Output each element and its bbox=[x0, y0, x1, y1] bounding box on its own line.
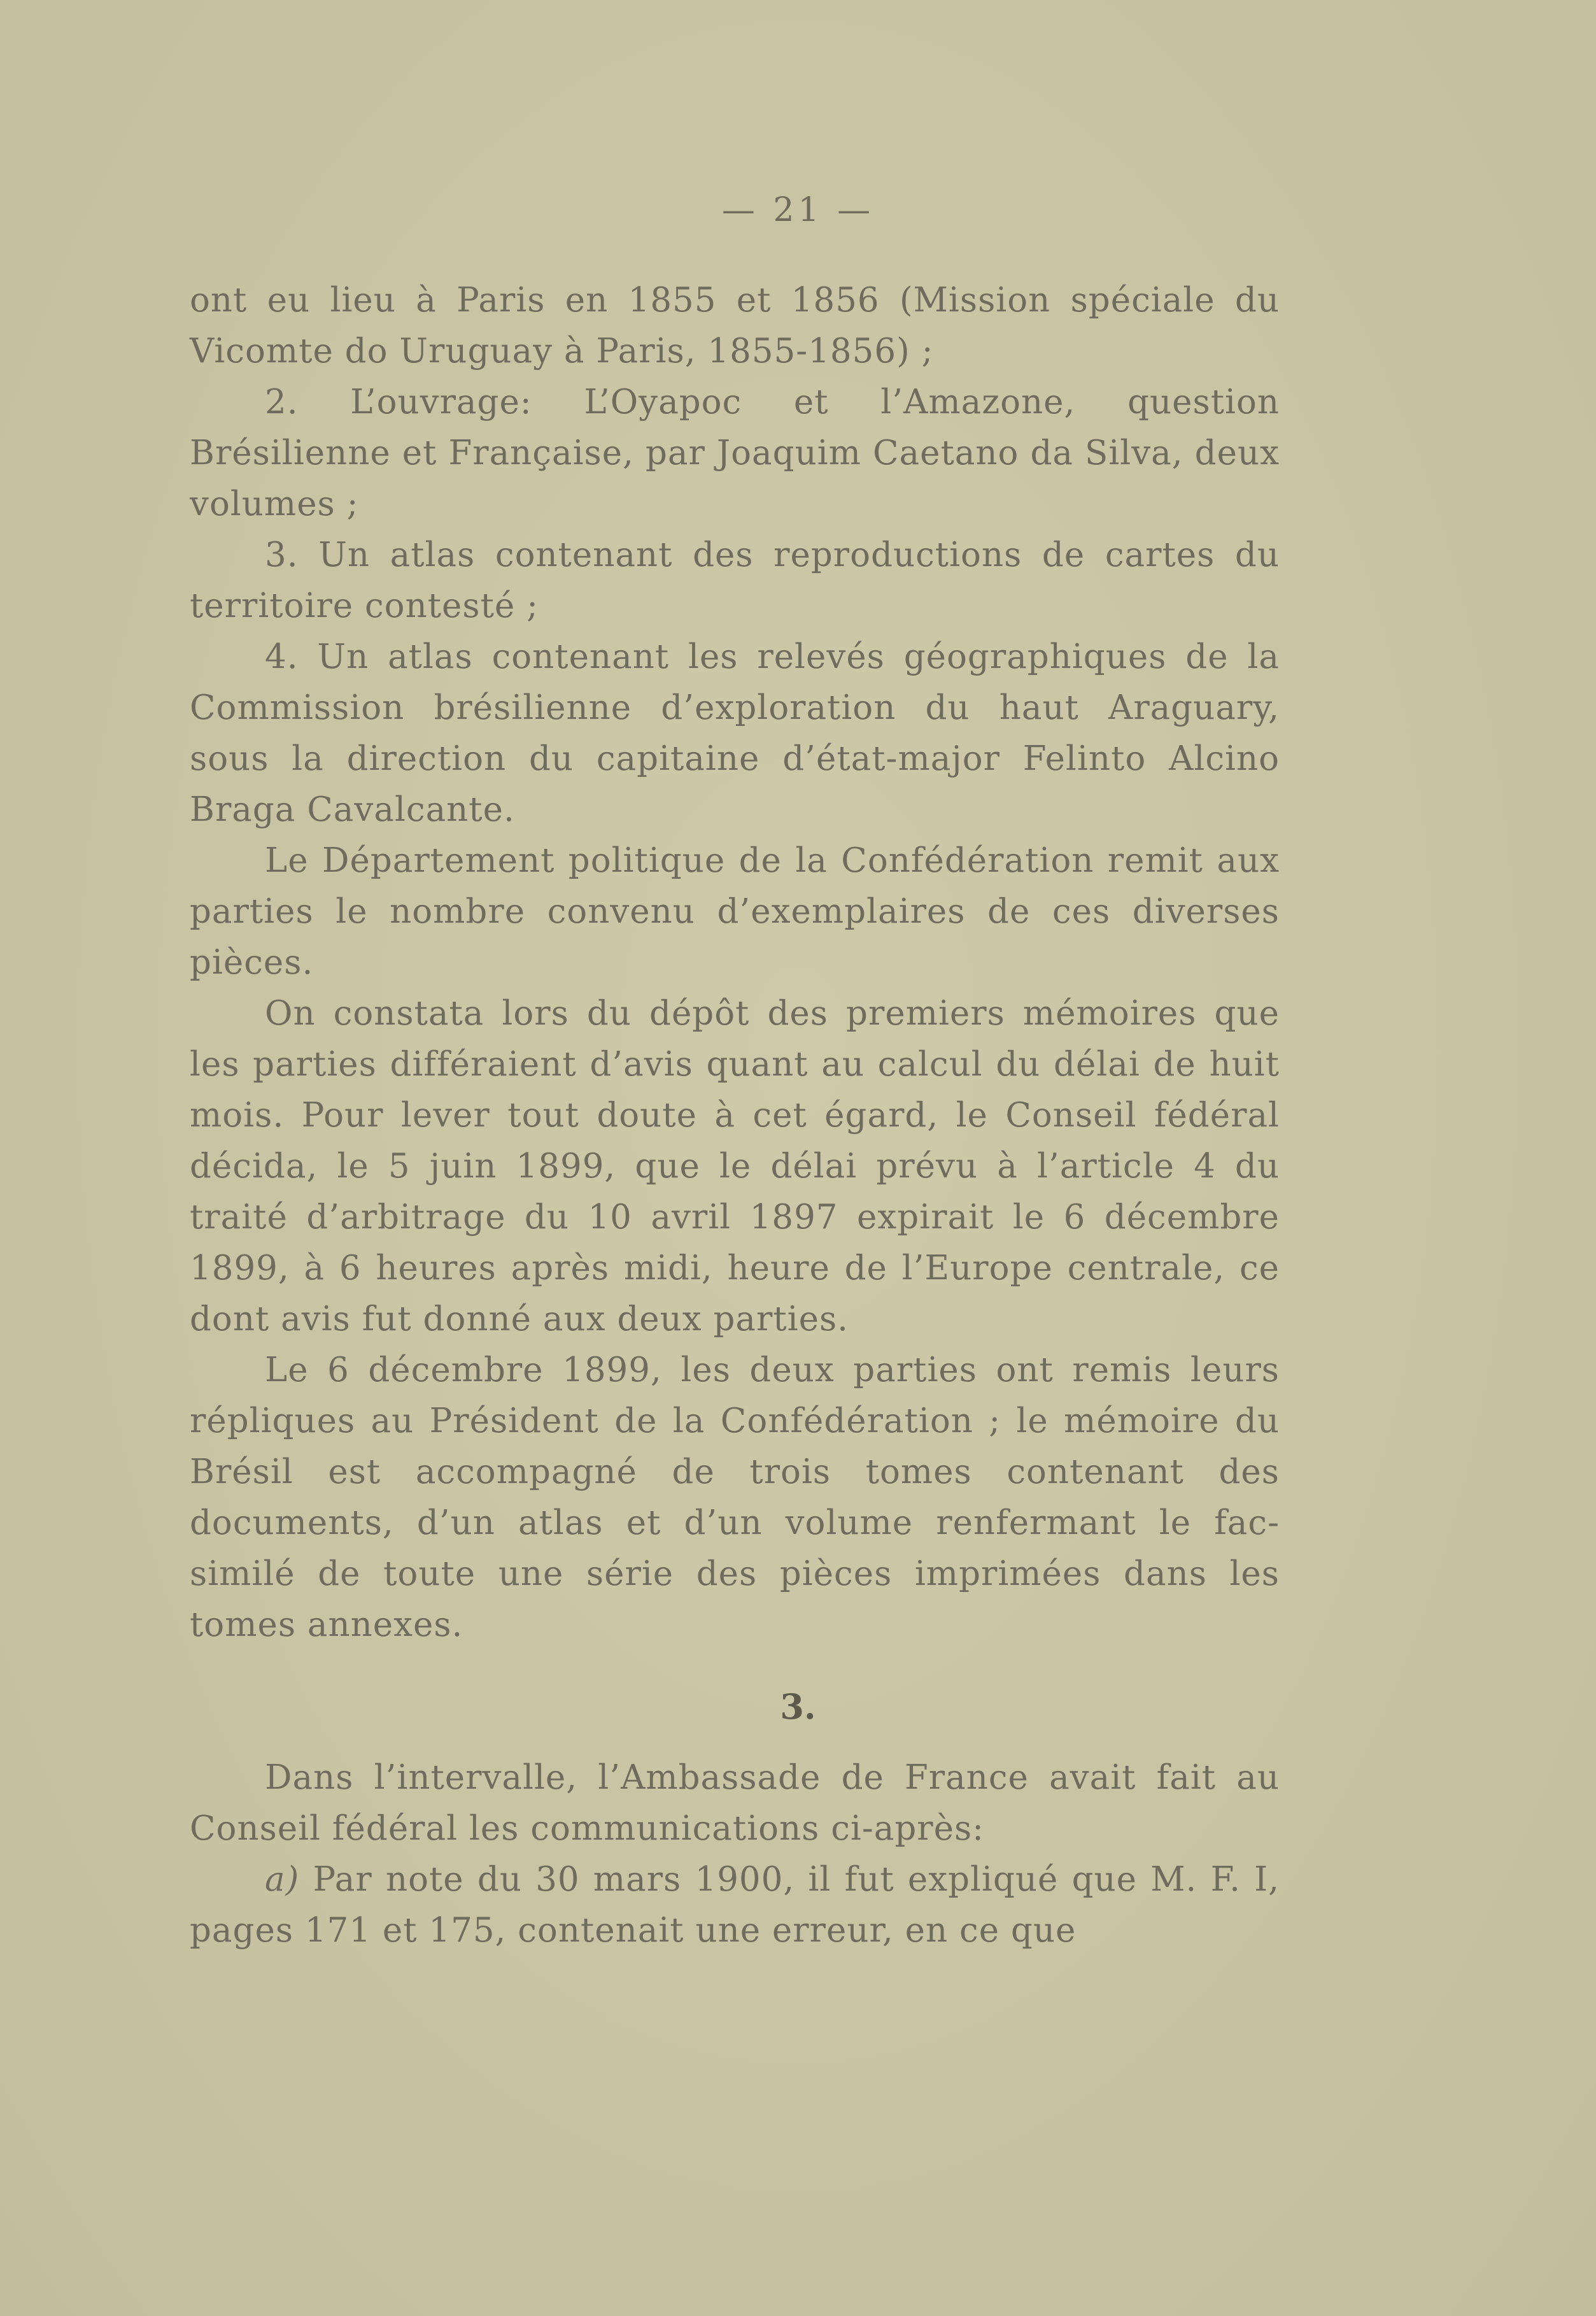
body-text-lower bbox=[190, 1752, 1280, 1956]
paragraph-item-3: 3. Un atlas contenant des reproductions de cartes du territoire contesté ; bbox=[190, 536, 1280, 625]
paragraph-item-4: 4. Un atlas contenant les relevés géographiques de la Commission brésilienne d’exploration du haut Araguary, sous la direction du capitaine d’état-major Felinto Alcino Braga Cavalcante. bbox=[190, 637, 1280, 829]
paragraph-departement: Le Département politique de la Confédération remit aux parties le nombre convenu d’exemplaires de ces diverses pièces. bbox=[190, 841, 1280, 982]
paragraph-note-a bbox=[190, 1854, 1280, 1956]
paragraph-item-2: 2. L’ouvrage: L’Oyapoc et l’Amazone, question Brésilienne et Française, par Joaquim Caetano da Silva, deux volumes ; bbox=[190, 383, 1280, 523]
list-marker-a: a) bbox=[265, 1860, 300, 1899]
body-text-upper bbox=[190, 275, 1280, 1651]
paragraph-intervalle: Dans l’intervalle, l’Ambassade de France avait fait au Conseil fédéral les communications ci-après: bbox=[190, 1758, 1280, 1848]
paragraph-continuation: ont eu lieu à Paris en 1855 et 1856 (Mission spéciale du Vicomte do Uruguay à Paris, 1855-1856) ; bbox=[190, 281, 1280, 371]
paragraph-delai: On constata lors du dépôt des premiers mémoires que les parties différaient d’avis quant au calcul du délai de huit mois. Pour lever tout doute à cet égard, le Conseil fédéral décida, le 5 juin 1899, que le délai prévu à l’article 4 du traité d’arbitrage du 10 avril 1897 expirait le 6 décembre 1899, à 6 heures après midi, heure de l’Europe centrale, ce dont avis fut donné aux deux parties. bbox=[190, 994, 1280, 1339]
page-number: — 21 — bbox=[721, 191, 875, 229]
paragraph-note-a-text: Par note du 30 mars 1900, il fut expliqué que M. F. I, pages 171 et 175, contenait une erreur, en ce que bbox=[190, 1860, 1280, 1950]
section-number: 3. bbox=[780, 1686, 816, 1727]
paragraph-repliques: Le 6 décembre 1899, les deux parties ont remis leurs répliques au Président de la Confédération ; le mémoire du Brésil est accompagné de trois tomes contenant des documents, d’un atlas et d’un volume renfermant le fac-similé de toute une série des pièces imprimées dans les tomes annexes. bbox=[190, 1351, 1280, 1644]
